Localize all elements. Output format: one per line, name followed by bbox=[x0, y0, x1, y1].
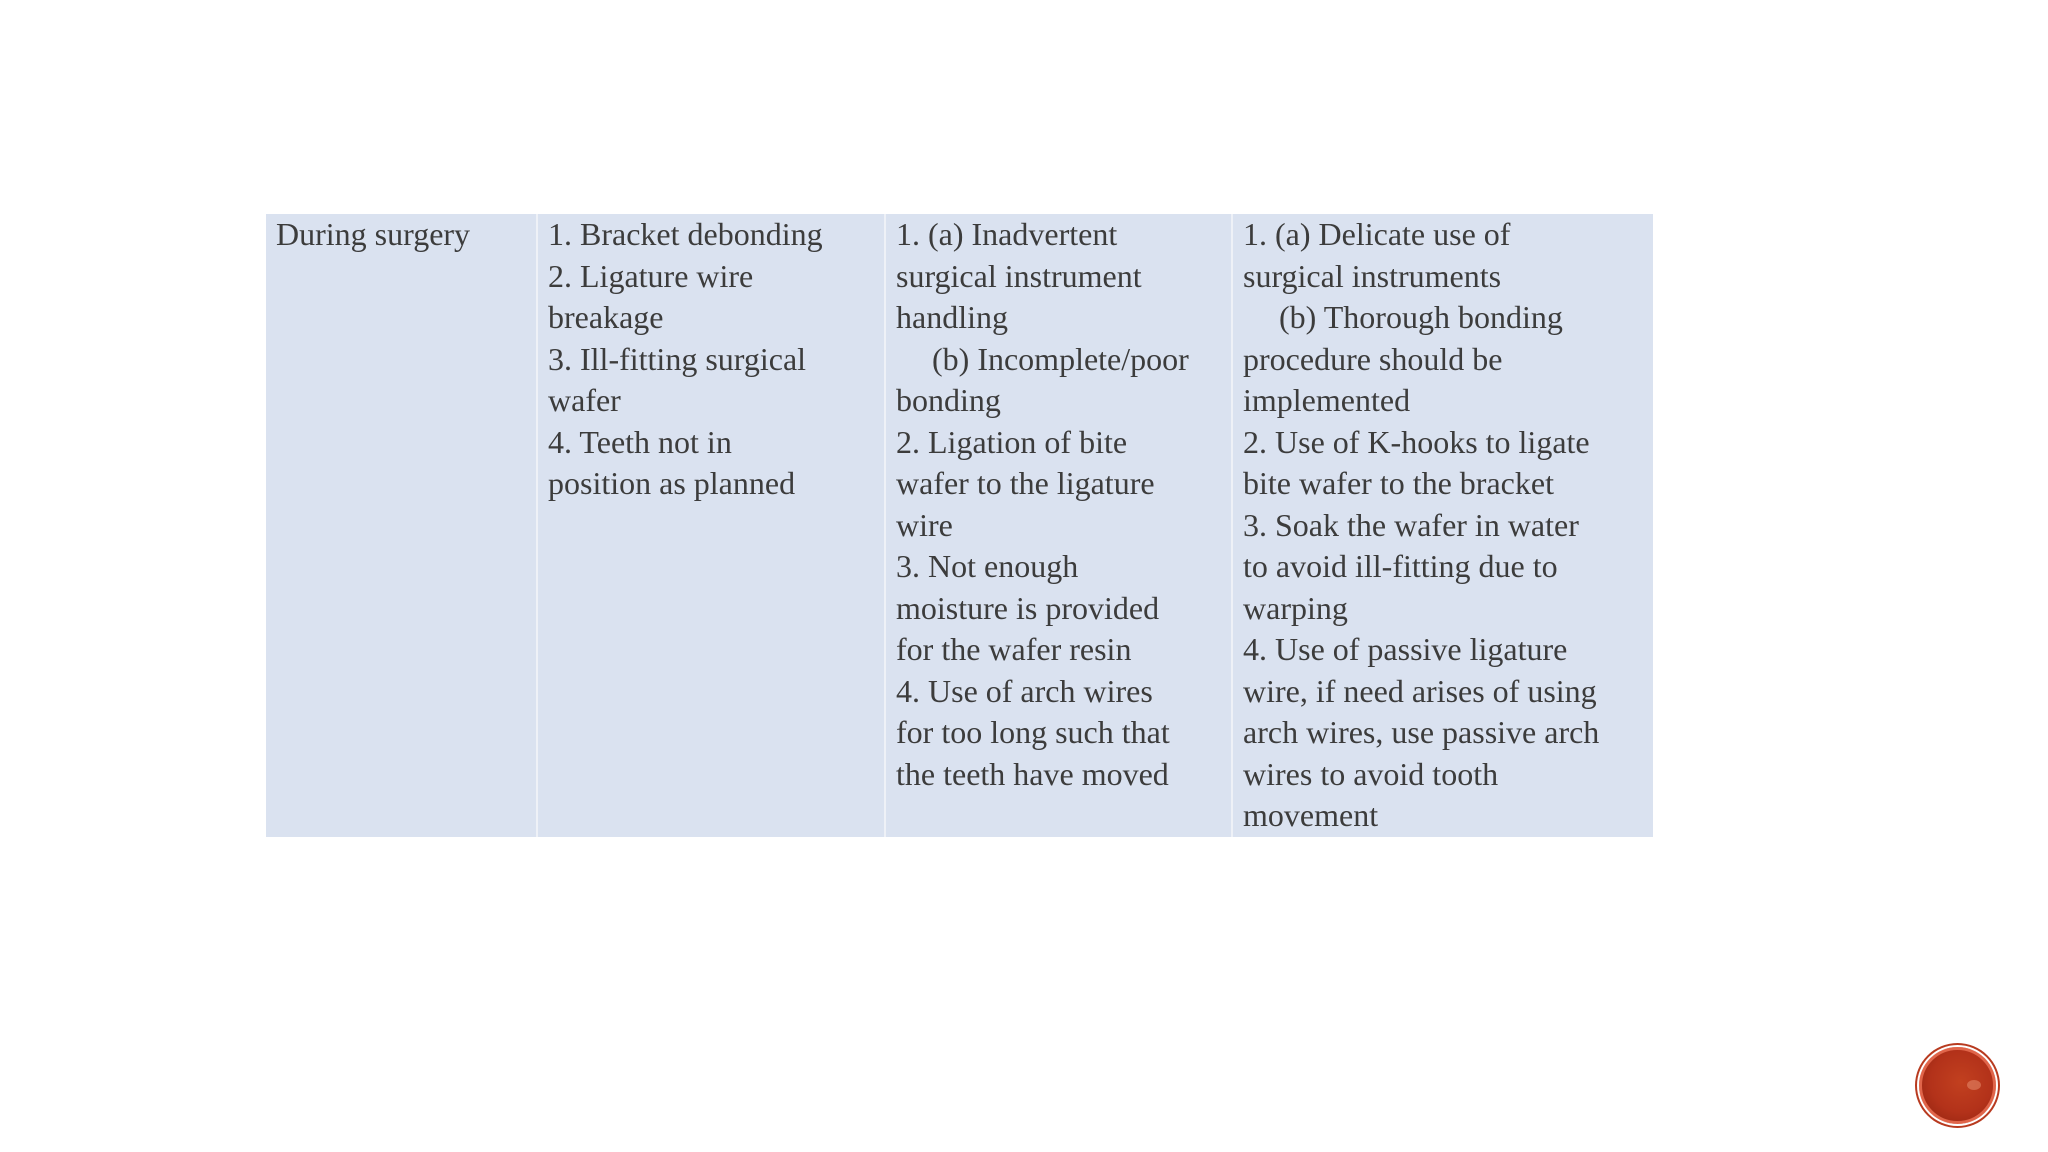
prevention-line: (b) Thorough bonding bbox=[1279, 299, 1563, 335]
prevention-line: procedure should be bbox=[1243, 340, 1503, 377]
cause-line: handling bbox=[896, 299, 1008, 335]
prevention-line: bite wafer to the bracket bbox=[1243, 465, 1554, 501]
prevention-line: wire, if need arises of using bbox=[1243, 672, 1597, 709]
cause-line: the teeth have moved bbox=[896, 755, 1169, 792]
cause-line: surgical instrument bbox=[896, 257, 1142, 294]
slide-nav-button[interactable] bbox=[1919, 1047, 1996, 1124]
cause-line: (b) Incomplete/poor bbox=[932, 340, 1189, 377]
table-cell-causes bbox=[886, 214, 1231, 837]
prevention-line: warping bbox=[1243, 589, 1348, 626]
prevention-line: surgical instruments bbox=[1243, 257, 1502, 294]
table-cell-complications bbox=[538, 214, 884, 837]
prevention-line: 3. Soak the wafer in water bbox=[1243, 506, 1579, 543]
cause-line: bonding bbox=[896, 382, 1001, 418]
prevention-line: wires to avoid tooth bbox=[1243, 755, 1499, 792]
table-cell-prevention bbox=[1233, 214, 1653, 837]
complication-line: 4. Teeth not in bbox=[548, 423, 732, 460]
cause-line: 2. Ligation of bite bbox=[896, 423, 1128, 460]
nav-button-icon bbox=[1967, 1080, 1981, 1090]
cause-line: for the wafer resin bbox=[896, 631, 1132, 667]
prevention-line: 1. (a) Delicate use of bbox=[1243, 216, 1511, 252]
complications-table bbox=[266, 214, 1653, 837]
cause-line: 3. Not enough bbox=[896, 548, 1079, 584]
cause-line: 4. Use of arch wires bbox=[896, 672, 1153, 709]
cause-line: moisture is provided bbox=[896, 589, 1160, 626]
table-cell-phase bbox=[266, 214, 536, 837]
complication-line: breakage bbox=[548, 299, 664, 335]
cause-line: wafer to the ligature bbox=[896, 465, 1155, 501]
prevention-line: movement bbox=[1243, 797, 1379, 833]
cause-line: 1. (a) Inadvertent bbox=[896, 216, 1118, 252]
prevention-line: to avoid ill-fitting due to bbox=[1243, 548, 1558, 584]
cause-line: for too long such that bbox=[896, 714, 1170, 750]
phase-label: During surgery bbox=[276, 216, 471, 252]
prevention-line: 2. Use of K-hooks to ligate bbox=[1243, 423, 1590, 460]
complication-line: 1. Bracket debonding bbox=[548, 216, 823, 252]
cause-line: wire bbox=[896, 506, 953, 543]
prevention-line: arch wires, use passive arch bbox=[1243, 714, 1600, 750]
complication-line: wafer bbox=[548, 382, 621, 418]
prevention-line: implemented bbox=[1243, 382, 1411, 418]
complication-line: 2. Ligature wire bbox=[548, 257, 754, 294]
complication-line: 3. Ill-fitting surgical bbox=[548, 340, 807, 377]
complication-line: position as planned bbox=[548, 465, 796, 501]
prevention-line: 4. Use of passive ligature bbox=[1243, 631, 1568, 667]
